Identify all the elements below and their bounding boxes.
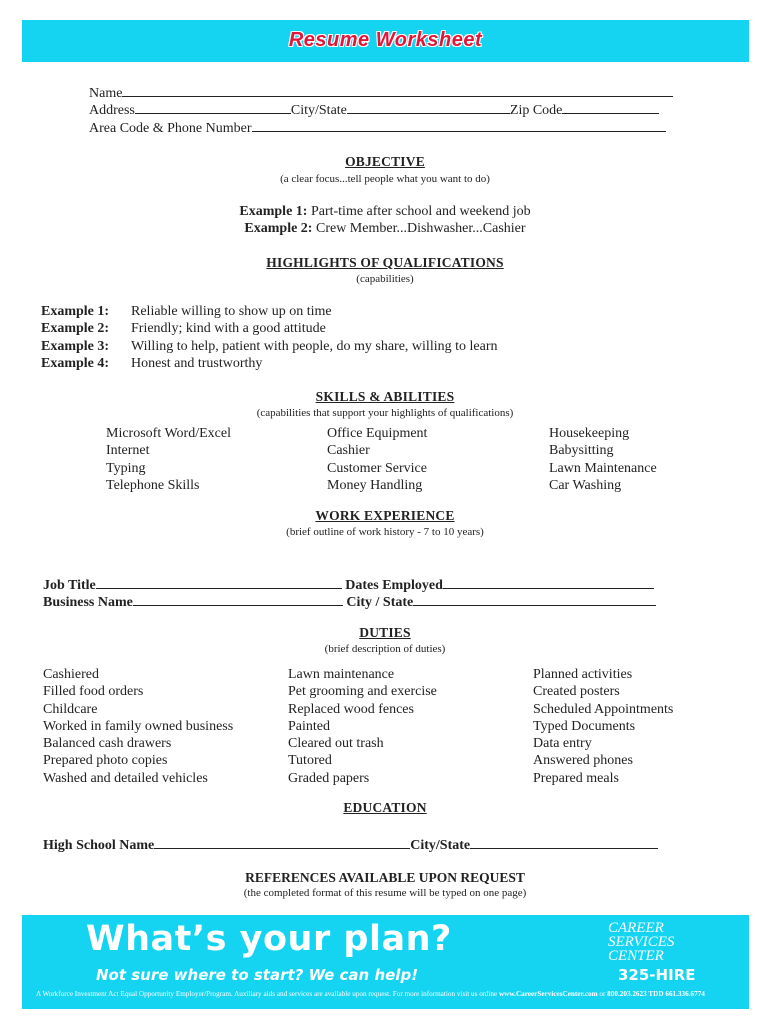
duties-column-3 [533,666,673,787]
city-state-label: City/State [290,103,347,118]
highlights-texts [131,303,497,372]
or-text: or [599,990,606,998]
work-city-state-label: City / State [346,595,414,610]
duty-item: Pet grooming and exercise [288,684,437,700]
job-title-label: Job Title [43,578,96,593]
skill-item: Cashier [327,443,370,459]
duties-sub: (brief description of duties) [324,643,446,655]
school-row [43,834,658,854]
duty-item: Washed and detailed vehicles [43,770,208,786]
skill-item: Babysitting [549,443,614,459]
skills-heading: SKILLS & ABILITIES [315,389,455,404]
duties-heading: DUTIES [359,625,411,640]
objective-example-2 [0,220,770,237]
business-name-field[interactable] [133,591,343,606]
highlight-text: Honest and trustworthy [131,355,263,371]
objective-ex1-text: Part-time after school and weekend job [310,204,531,219]
skills-sub: (capabilities that support your highlights of qualifications) [256,407,514,419]
duty-item: Replaced wood fences [288,701,414,717]
objective-ex2-label: Example 2: [244,221,313,236]
phone-row [89,117,666,137]
objective-sub: (a clear focus...tell people what you want to do) [280,173,490,185]
business-name-label: Business Name [43,595,133,610]
duties-column-1 [43,666,233,787]
skill-item: Car Washing [549,477,622,493]
highlight-label: Example 3: [41,338,110,354]
highlight-label: Example 2: [41,321,110,337]
skills-column-2 [327,425,427,494]
highlights-labels [41,303,109,372]
school-city-state-label: City/State [410,838,471,853]
skill-item: Internet [106,443,150,459]
skill-item: Typing [106,460,146,476]
logo-line-2: SERVICES [608,934,675,950]
school-name-field[interactable] [154,834,410,849]
duty-item: Childcare [43,701,98,717]
name-field[interactable] [122,82,673,97]
duty-item: Cashiered [43,667,99,682]
education-heading: EDUCATION [343,800,427,815]
duty-item: Tutored [288,753,332,769]
objective-ex1-label: Example 1: [239,204,308,219]
duty-item: Worked in family owned business [43,718,234,734]
duty-item: Graded papers [288,770,370,786]
highlight-text: Reliable willing to show up on time [131,304,332,319]
duty-item: Balanced cash drawers [43,736,172,752]
highlight-label: Example 1: [41,304,110,319]
phone-label: Area Code & Phone Number [89,121,252,136]
objective-heading: OBJECTIVE [345,154,425,169]
references-heading: REFERENCES AVAILABLE UPON REQUEST [245,870,525,885]
duty-item: Created posters [533,684,620,700]
logo-line-3: CENTER [608,948,664,964]
skill-item: Money Handling [327,477,423,493]
highlight-text: Friendly; kind with a good attitude [131,321,326,337]
city-state-field[interactable] [347,99,510,114]
dates-employed-label: Dates Employed [345,578,443,593]
work-city-state-field[interactable] [413,591,656,606]
tdd-phone: TDD 661.336.6774 [648,990,705,998]
work-sub: (brief outline of work history - 7 to 10 years) [286,526,484,538]
page-title: Resume Worksheet [288,29,483,51]
duty-item: Planned activities [533,667,633,682]
duty-item: Painted [288,718,330,734]
fine-print [36,990,746,998]
zip-label: Zip Code [509,103,563,118]
plan-headline: What’s your plan? [86,919,452,959]
help-tagline: Not sure where to start? We can help! [96,966,419,984]
duties-column-2 [288,666,437,787]
name-label: Name [89,86,123,101]
footer-banner [22,915,749,1009]
skill-item: Customer Service [327,460,427,476]
highlights-sub: (capabilities) [356,273,414,285]
header-banner [22,20,749,62]
skills-column-1 [106,425,231,494]
logo-line-1: CAREER [608,920,664,936]
phone-field[interactable] [252,117,666,132]
duty-item: Typed Documents [533,718,636,734]
duty-item: Cleared out trash [288,736,384,752]
skill-item: Telephone Skills [106,477,200,493]
dates-employed-field[interactable] [443,574,654,589]
duty-item: Scheduled Appointments [533,701,674,717]
address-label: Address [89,103,135,118]
highlights-heading: HIGHLIGHTS OF QUALIFICATIONS [266,255,504,270]
skill-item: Office Equipment [327,426,428,441]
objective-ex2-text: Crew Member...Dishwasher...Cashier [315,221,526,236]
highlight-label: Example 4: [41,355,110,371]
toll-free-phone: 800.203.2623 [607,990,647,998]
zip-field[interactable] [562,99,659,114]
career-services-logo [608,921,674,963]
duty-item: Prepared photo copies [43,753,168,769]
business-row [43,591,656,611]
address-row [89,99,659,119]
school-name-label: High School Name [43,838,155,853]
references-sub: (the completed format of this resume will be typed on one page) [243,887,527,899]
duty-item: Answered phones [533,753,633,769]
duty-item: Prepared meals [533,770,619,786]
duty-item: Filled food orders [43,684,144,700]
fine-print-text: A Workforce Investment Act Equal Opportunity Employer/Program. Auxiliary aids and services are available upon request. For more information visit us online [36,990,498,998]
hire-phone: 325-HIRE [618,966,696,984]
job-title-field[interactable] [96,574,342,589]
highlight-text: Willing to help, patient with people, do my share, willing to learn [131,338,498,354]
skill-item: Housekeeping [549,426,630,441]
work-heading: WORK EXPERIENCE [315,508,455,523]
skills-column-3 [549,425,657,494]
address-field[interactable] [135,99,291,114]
school-city-state-field[interactable] [470,834,658,849]
duty-item: Data entry [533,736,592,752]
duty-item: Lawn maintenance [288,667,395,682]
skill-item: Microsoft Word/Excel [106,426,231,441]
website-link[interactable]: www.CareerServicesCenter.com [498,990,598,998]
objective-example-1 [0,203,770,220]
skill-item: Lawn Maintenance [549,460,657,476]
